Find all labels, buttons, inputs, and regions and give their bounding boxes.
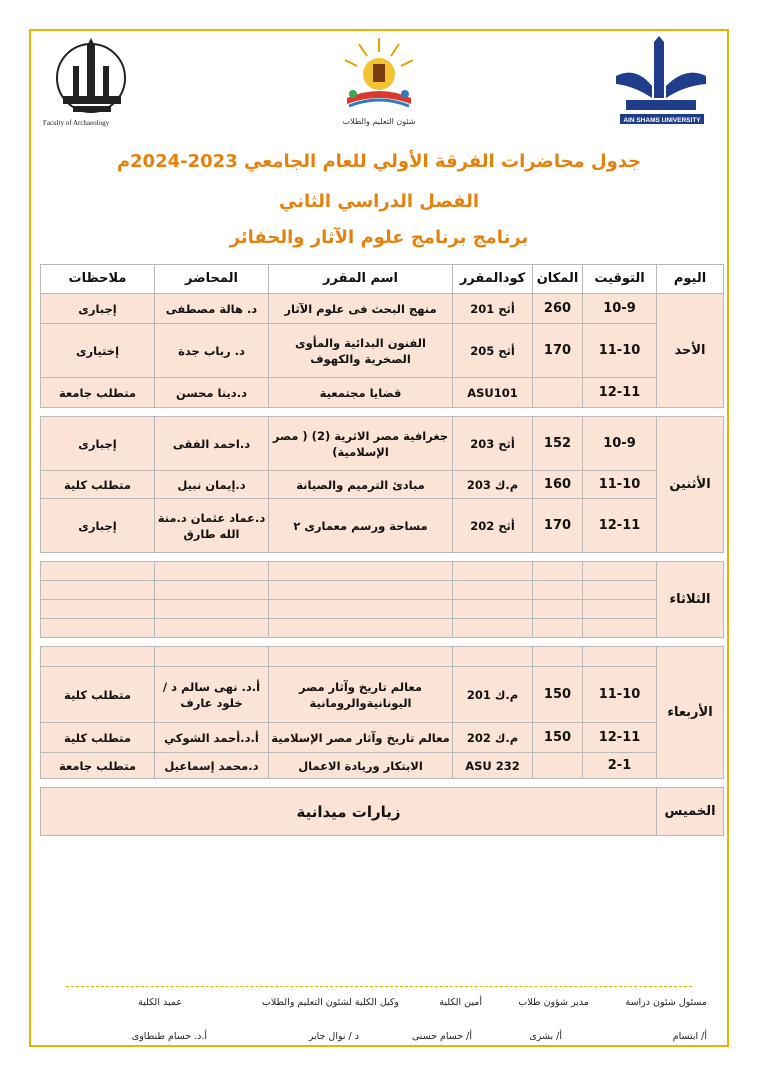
course-cell: قضايا مجتمعية: [269, 378, 453, 408]
signature-title: وكيل الكلية لشئون التعليم والطلاب: [261, 997, 399, 1008]
table-row: [41, 753, 724, 779]
code-cell: م.ك 202: [453, 723, 533, 753]
table-row: [41, 667, 724, 723]
course-cell: الابتكار وريادة الاعمال: [269, 753, 453, 779]
signature-name: أ/ بشرى: [529, 1031, 562, 1042]
student-affairs-logo: [329, 34, 429, 129]
notes-cell: متطلب كلية: [41, 471, 155, 499]
place-cell: 150: [533, 723, 583, 753]
schedule-title: جدول محاضرات الفرقة الأولي للعام الجامعي 2023-2024م: [116, 151, 642, 172]
table-row: [41, 324, 724, 378]
signature-name: أ.د. حسام طنطاوى: [131, 1031, 207, 1042]
lecturer-cell: أ.د. نهى سالم د / خلود عارف: [155, 667, 269, 723]
course-cell: معالم تاريخ وآثار مصر اليونانيةوالرومانية: [269, 667, 453, 723]
time-cell: 11-10: [583, 471, 657, 499]
table-row: [41, 378, 724, 408]
time-cell: 2-1: [583, 753, 657, 779]
table-header-row: [41, 265, 724, 294]
time-cell: 10-9: [583, 417, 657, 471]
row-separator: [41, 553, 724, 562]
code-cell: ASU101: [453, 378, 533, 408]
signature-title: مدير شؤون طلاب: [518, 997, 589, 1008]
day-wednesday: الأربعاء: [657, 647, 724, 779]
center-logo-text: شئون التعليم والطلاب: [342, 117, 416, 126]
place-cell: 150: [533, 667, 583, 723]
place-cell: 170: [533, 499, 583, 553]
place-cell: 160: [533, 471, 583, 499]
course-cell: جغرافية مصر الاثرية (2) ( مصر الإسلامية): [269, 417, 453, 471]
place-cell: [533, 753, 583, 779]
faculty-logo-text: Faculty of Archaeology: [43, 119, 110, 127]
signature-divider: [66, 986, 692, 987]
page-frame: [29, 29, 729, 1047]
row-separator: [41, 638, 724, 647]
program-title: برنامج برنامج علوم الآثار والحفائر: [229, 227, 529, 248]
lecturer-cell: د.احمد الفقى: [155, 417, 269, 471]
notes-cell: إجبارى: [41, 499, 155, 553]
lecturer-cell: د.محمد إسماعيل: [155, 753, 269, 779]
signature-name: أ/ حسام حسنى: [411, 1031, 472, 1042]
lecturer-cell: د. رباب جدة: [155, 324, 269, 378]
schedule-table: [40, 264, 724, 836]
time-cell: 12-11: [583, 723, 657, 753]
time-cell: 12-11: [583, 378, 657, 408]
notes-cell: إختيارى: [41, 324, 155, 378]
signature-name: د / نوال جابر: [308, 1031, 359, 1042]
notes-cell: إجبارى: [41, 294, 155, 324]
table-row: [41, 581, 724, 600]
signature-title: عميد الكلية: [138, 997, 182, 1008]
notes-cell: متطلب كلية: [41, 723, 155, 753]
faculty-logo: [43, 36, 153, 131]
logos-bar: [31, 31, 727, 141]
day-sunday: الأحد: [657, 294, 724, 408]
place-cell: 170: [533, 324, 583, 378]
day-tuesday: الثلاثاء: [657, 562, 724, 638]
lecturer-cell: أ.د.أحمد الشوكي: [155, 723, 269, 753]
day-monday: الأثنين: [657, 417, 724, 553]
code-cell: م.ك 203: [453, 471, 533, 499]
table-row: [41, 417, 724, 471]
time-cell: 10-9: [583, 294, 657, 324]
course-cell: معالم تاريخ وآثار مصر الإسلامية: [269, 723, 453, 753]
notes-cell: متطلب جامعة: [41, 378, 155, 408]
code-cell: م.ك 201: [453, 667, 533, 723]
code-cell: أثح 202: [453, 499, 533, 553]
table-row: [41, 499, 724, 553]
time-cell: 11-10: [583, 667, 657, 723]
notes-cell: إجبارى: [41, 417, 155, 471]
university-logo-text: AIN SHAMS UNIVERSITY: [623, 117, 701, 124]
table-row: [41, 562, 724, 581]
place-cell: 260: [533, 294, 583, 324]
lecturer-cell: د.عماد عثمان د.منة الله طارق: [155, 499, 269, 553]
university-logo: [606, 36, 716, 131]
table-row: [41, 788, 724, 836]
row-separator: [41, 408, 724, 417]
lecturer-cell: د.دينا محسن: [155, 378, 269, 408]
table-row: [41, 619, 724, 638]
row-separator: [41, 779, 724, 788]
table-row: [41, 647, 724, 667]
code-cell: أثح 205: [453, 324, 533, 378]
course-cell: الفنون البدائية والمأوى الصخرية والكهوف: [269, 324, 453, 378]
signature-title: مسئول شئون دراسة: [625, 997, 707, 1008]
time-cell: 12-11: [583, 499, 657, 553]
header-course: اسم المقرر: [269, 265, 453, 294]
header-time: التوقيت: [583, 265, 657, 294]
header-place: المكان: [533, 265, 583, 294]
header-notes: ملاحظات: [41, 265, 155, 294]
lecturer-cell: د. هالة مصطفى: [155, 294, 269, 324]
day-thursday: الخميس: [657, 788, 724, 836]
course-cell: مساحة ورسم معمارى ٢: [269, 499, 453, 553]
header-code: كودالمقرر: [453, 265, 533, 294]
semester-title: الفصل الدراسي الثاني: [279, 191, 479, 212]
course-cell: منهج البحث فى علوم الآثار: [269, 294, 453, 324]
code-cell: أثح 203: [453, 417, 533, 471]
signature-title: أمين الكلية: [439, 997, 482, 1008]
code-cell: أثح 201: [453, 294, 533, 324]
header-day: اليوم: [657, 265, 724, 294]
code-cell: ASU 232: [453, 753, 533, 779]
lecturer-cell: د.إيمان نبيل: [155, 471, 269, 499]
table-row: [41, 723, 724, 753]
table-row: [41, 294, 724, 324]
header-lecturer: المحاضر: [155, 265, 269, 294]
notes-cell: متطلب كلية: [41, 667, 155, 723]
signatures-block: [31, 989, 727, 1049]
table-row: [41, 471, 724, 499]
course-cell: مبادئ الترميم والصيانة: [269, 471, 453, 499]
field-visits-cell: زيارات ميدانية: [41, 788, 657, 836]
notes-cell: متطلب جامعة: [41, 753, 155, 779]
place-cell: 152: [533, 417, 583, 471]
time-cell: 11-10: [583, 324, 657, 378]
signature-name: أ/ ابتسام: [672, 1031, 707, 1042]
table-row: [41, 600, 724, 619]
place-cell: [533, 378, 583, 408]
